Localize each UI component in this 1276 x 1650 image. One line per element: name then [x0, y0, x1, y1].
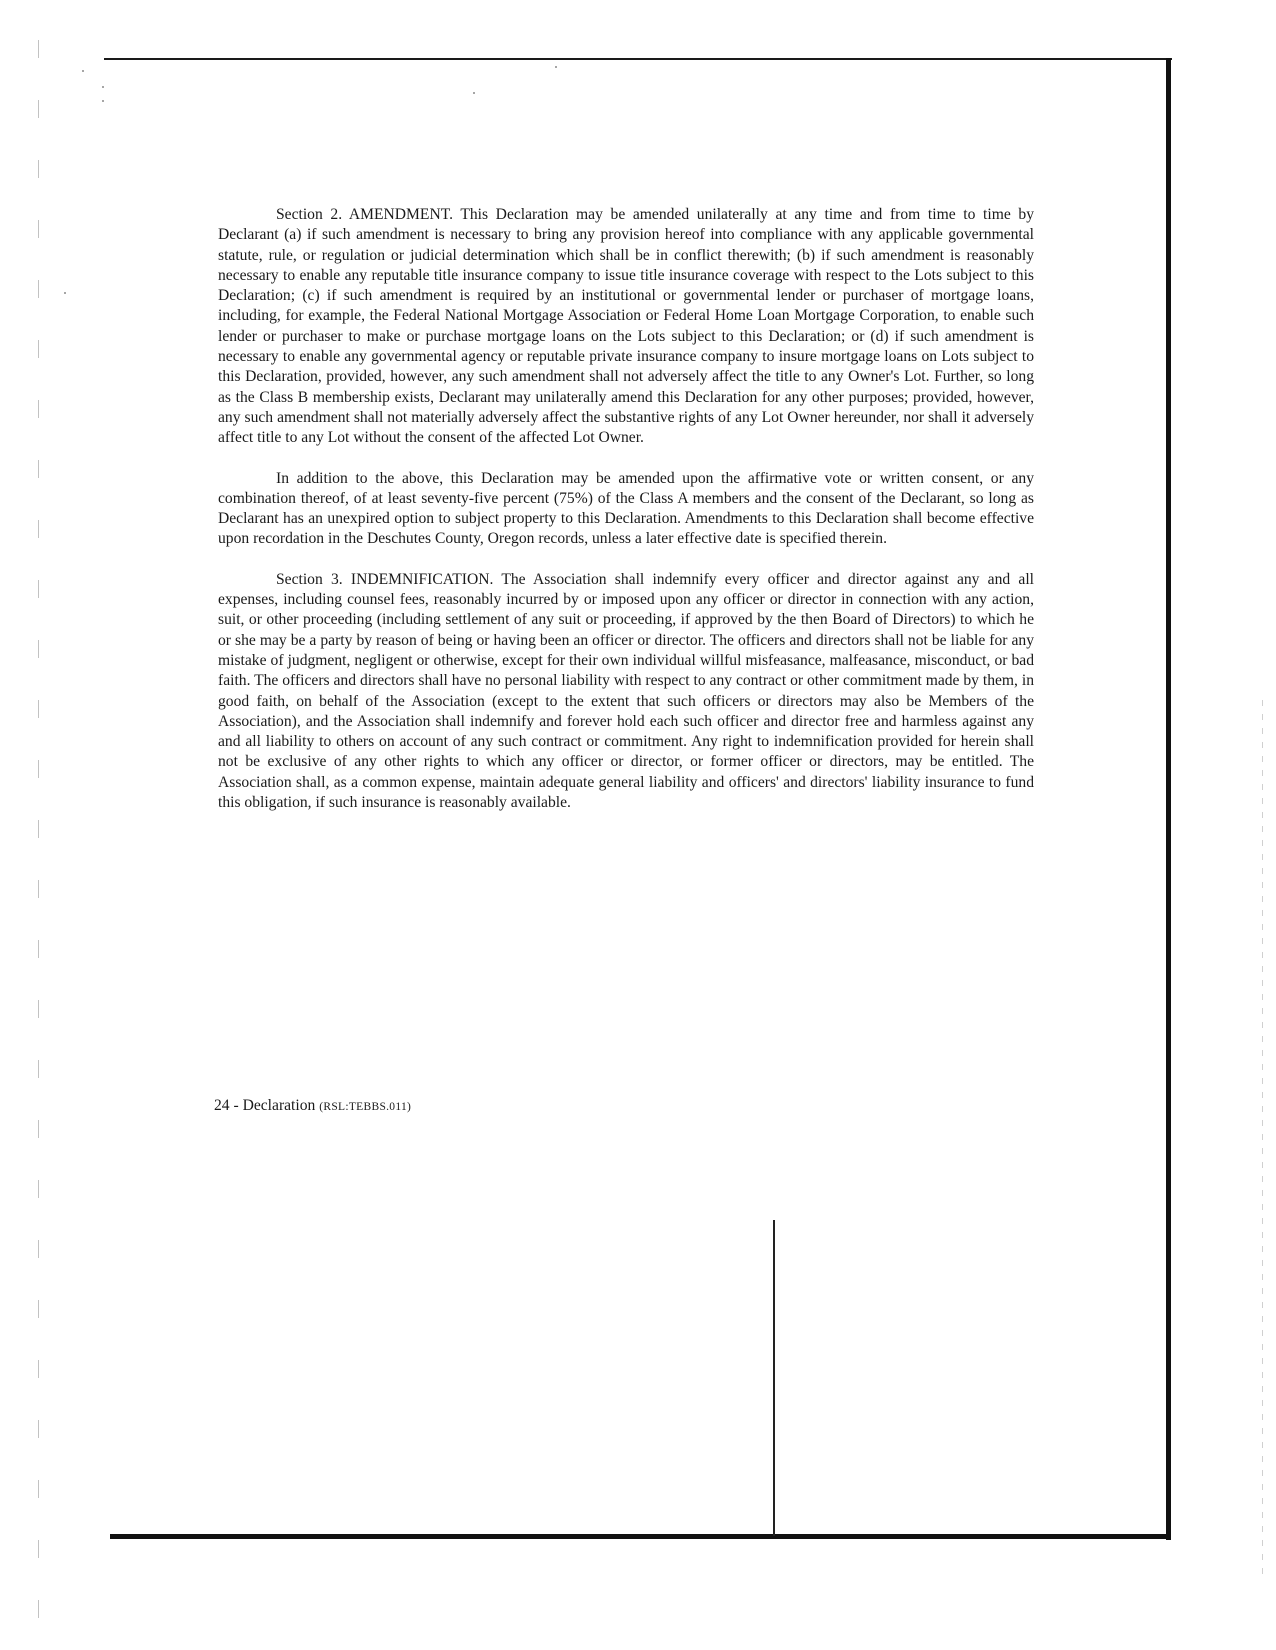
page-frame-inner-divider	[773, 1220, 775, 1536]
footer-doc-code: (RSL:TEBBS.011)	[319, 1101, 412, 1113]
scan-speck	[555, 66, 557, 68]
page-frame-top	[104, 58, 1172, 60]
amendment-vote-paragraph: In addition to the above, this Declaration may be amended upon the affirmative vote or written consent, or any combination thereof, of at least seventy-five percent (75%) of the Class A members and the consent of the Declarant, so long as Declarant has an unexpired option to subject property to this Declaration. Amendments to this Declaration shall become effective upon recordation in the Deschutes County, Oregon records, unless a later effective date is specified therein.	[218, 469, 1034, 548]
section-2-amendment-paragraph: Section 2. AMENDMENT. This Declaration may be amended unilaterally at any time and from time to time by Declarant (a) if such amendment is necessary to bring any provision hereof into compliance with any applicable governmental statute, rule, or regulation or judicial determination which shall be in conflict therewith; (b) if such amendment is reasonably necessary to enable any reputable title insurance company to issue title insurance coverage with respect to the Lots subject to this Declaration; (c) if such amendment is required by an institutional or governmental lender or purchaser of mortgage loans, including, for example, the Federal National Mortgage Association or Federal Home Loan Mortgage Corporation, to enable such lender or purchaser to make or purchase mortgage loans on the Lots subject to this Declaration; or (d) if such amendment is necessary to enable any governmental agency or reputable private insurance company to insure mortgage loans on Lots subject to this Declaration, provided, however, any such amendment shall not adversely affect the title to any Owner's Lot. Further, so long as the Class B membership exists, Declarant may unilaterally amend this Declaration for any other purposes; provided, however, any such amendment shall not materially adversely affect the substantive rights of any Lot Owner hereunder, nor shall it adversely affect title to any Lot without the consent of the affected Lot Owner.	[218, 206, 1034, 447]
scan-speck	[64, 292, 66, 294]
page-frame-bottom	[110, 1534, 1171, 1539]
document-body	[218, 205, 1034, 813]
scan-speck	[102, 100, 104, 102]
scan-speck	[102, 86, 104, 88]
scan-speck	[82, 70, 84, 72]
scan-margin-left	[38, 40, 39, 1620]
page-footer	[214, 1097, 411, 1115]
section-3-indemnification-paragraph: Section 3. INDEMNIFICATION. The Association shall indemnify every officer and director against any and all expenses, including counsel fees, reasonably incurred by or imposed upon any officer or director in connection with any action, suit, or other proceeding (including settlement of any suit or proceeding, if approved by the then Board of Directors) to which he or she may be a party by reason of being or having been an officer or director. The officers and directors shall not be liable for any mistake of judgment, negligent or otherwise, except for their own individual willful misfeasance, malfeasance, misconduct, or bad faith. The officers and directors shall have no personal liability with respect to any contract or other commitment made by them, in good faith, on behalf of the Association (except to the extent that such officers or directors may also be Members of the Association), and the Association shall indemnify and forever hold each such officer and director free and harmless against any and all liability to others on account of any such contract or commitment. Any right to indemnification provided for herein shall not be exclusive of any other rights to which any officer or director, or former officer or directors, may be entitled. The Association shall, as a common expense, maintain adequate general liability and officers' and directors' liability insurance to fund this obligation, if such insurance is reasonably available.	[218, 570, 1034, 812]
scan-speck	[473, 92, 475, 94]
footer-page-label: 24 - Declaration	[214, 1097, 316, 1114]
page-frame-right	[1166, 58, 1171, 1540]
scan-margin-right	[1262, 700, 1263, 1580]
